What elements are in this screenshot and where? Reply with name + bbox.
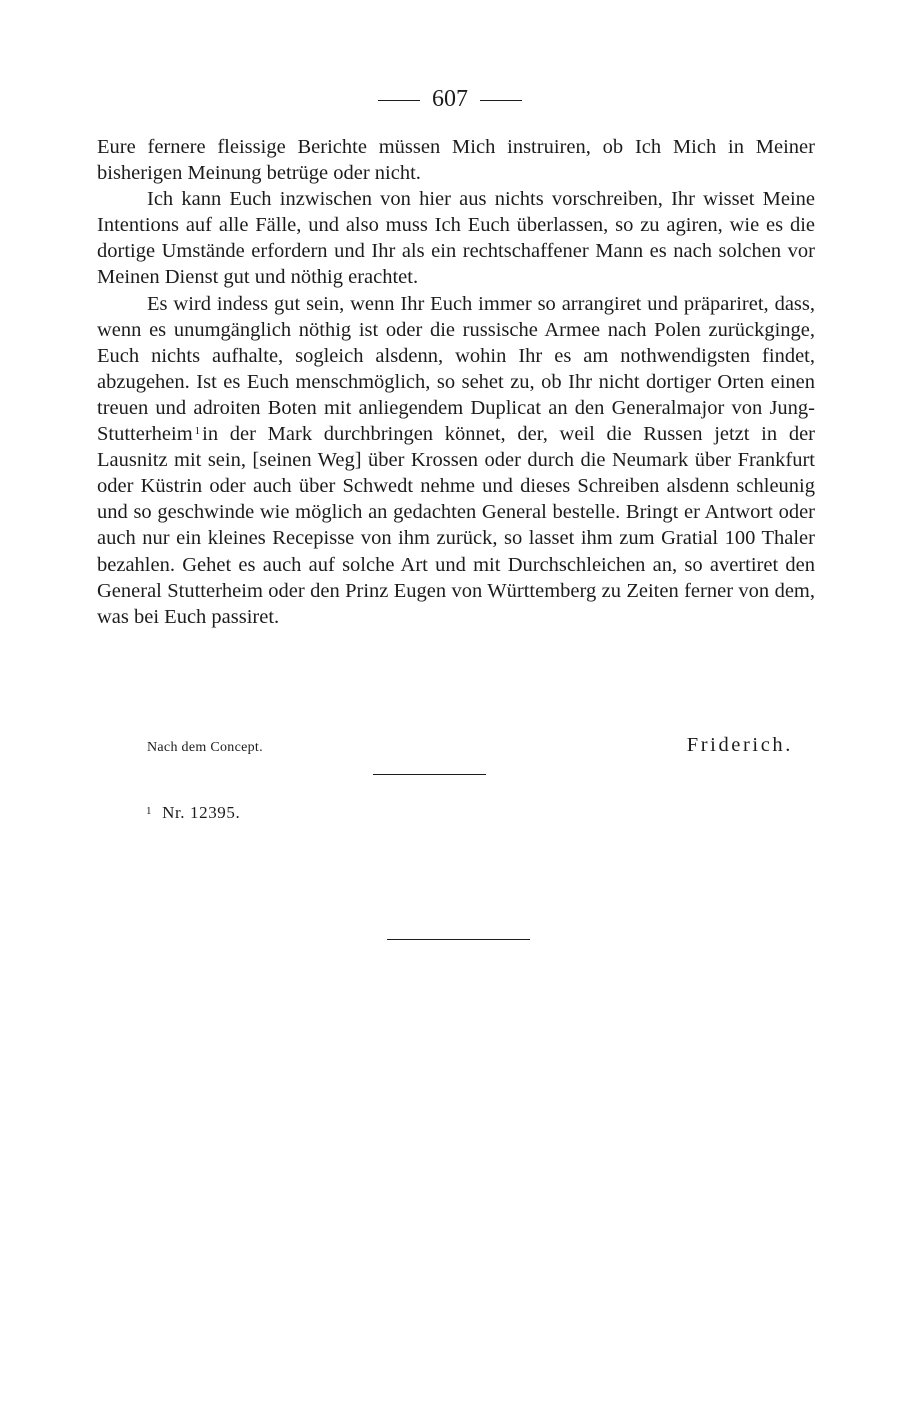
paragraph-3-text-before: Es wird indess gut sein, wenn Ihr Euch immer so arrangiret und präpariret, dass, wenn es unumgänglich nöthig ist oder die russische Armee nach Polen zurückginge, Euch nichts aufhalte, sogleich alsdenn, wohin Ihr es am nothwendigsten findet, abzugehen. Ist es Euch menschmöglich, so sehet zu, ob Ihr nicht dortiger Orten einen treuen und adroiten Boten mit anliegendem Duplicat an den Generalmajor von Jung-Stutterheim [97,292,815,446]
footnote-separator [373,774,486,775]
paragraph-3-text-after: in der Mark durchbringen könnet, der, weil die Russen jetzt in der Lausnitz mit sein, [seinen Weg] über Krossen oder durch die Neumark über Frankfurt oder Küstrin oder auch über Schwedt nehme und dieses Schreiben alsdenn schleunig und so geschwinde wie möglich an gedachten General bestelle. Bringt er Antwort oder auch nur ein kleines Recepisse von ihm zurück, so lasset ihm zum Gratial 100 Thaler bezahlen. Gehet es auch auf solche Art und mit Durchschleichen an, so avertiret den General Stutterheim oder den Prinz Eugen von Württemberg zu Zeiten ferner von dem, was bei Euch passiret. [97,423,815,628]
page-number: 607 [432,86,468,112]
source-note: Nach dem Concept. [147,740,263,755]
header-dash-left [378,100,420,101]
header-dash-right [480,100,522,101]
footnote [146,803,240,823]
section-end-rule [387,939,530,940]
paragraph-3 [97,291,815,630]
page-header [0,84,900,114]
letter-body [97,134,815,630]
paragraph-2: Ich kann Euch inzwischen von hier aus nichts vorschreiben, Ihr wisset Meine Intentions auf alle Fälle, und also muss Ich Euch überlassen, so zu agiren, wie es die dortige Umstände erfordern und Ihr als ein rechtschaffener Mann es nach solchen vor Meinen Dienst gut und nöthig erachtet. [97,188,815,289]
footnote-text: Nr. 12395. [162,803,241,822]
footnote-mark: 1 [146,805,153,817]
footnote-reference: 1 [194,425,201,438]
paragraph-1: Eure fernere fleissige Berichte müssen Mich instruiren, ob Ich Mich in Meiner bisherigen Meinung betrüge oder nicht. [97,136,815,185]
signature: Friderich. [686,734,793,756]
closing [0,734,900,764]
